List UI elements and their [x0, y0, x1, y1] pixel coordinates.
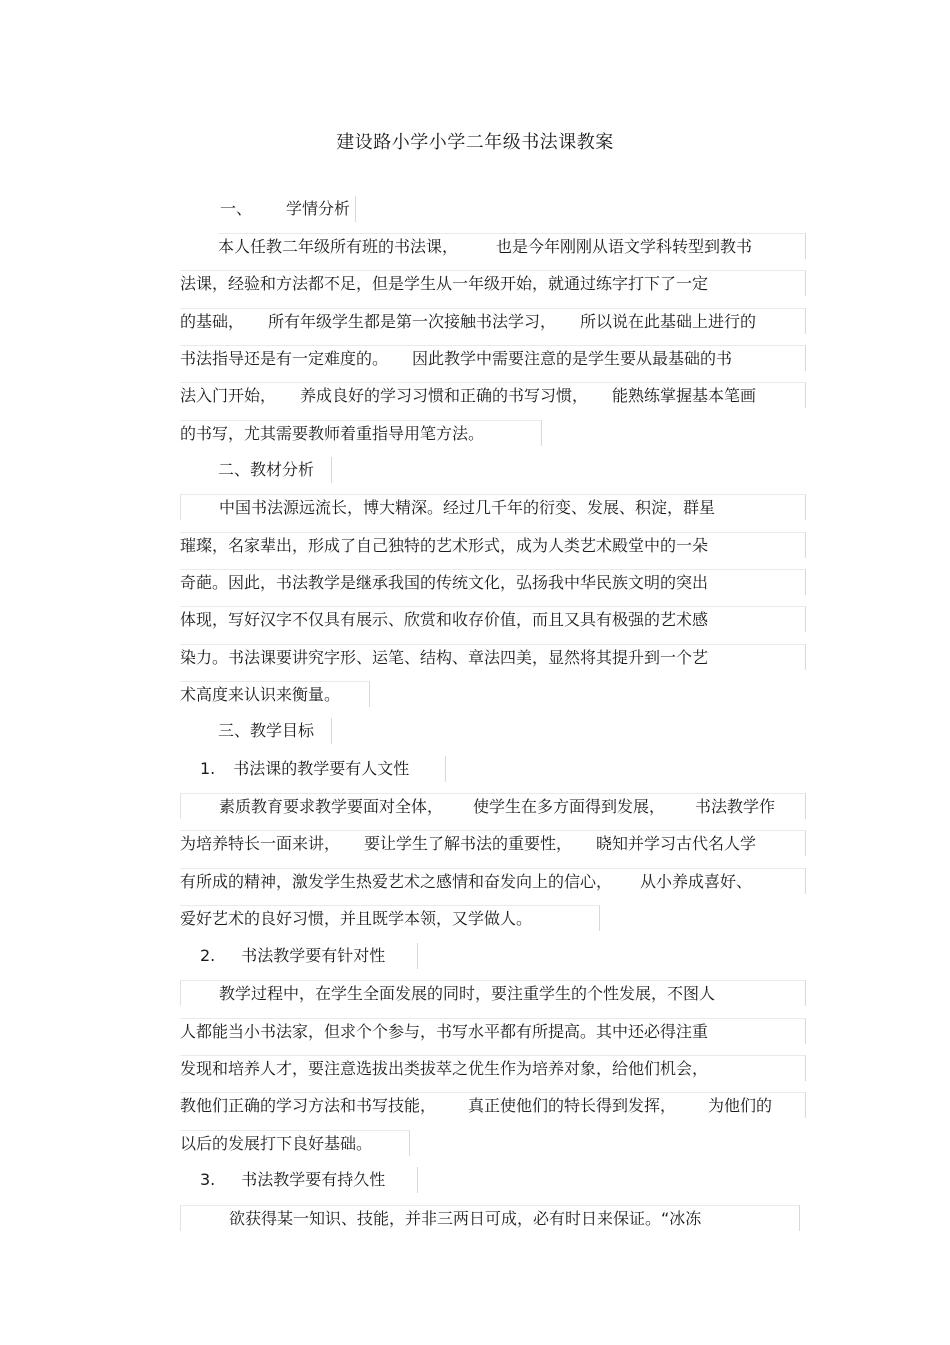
text-segment: 也是今年刚刚从语文学科转型到教书: [496, 237, 753, 256]
objective1-line: [180, 793, 806, 819]
text-segment: 所以说在此基础上进行的: [580, 312, 757, 331]
text-segment: 因此教学中需要注意的是学生要从最基础的书: [412, 349, 733, 368]
text-segment: 书法教学作: [695, 797, 776, 816]
page-title: 建设路小学小学二年级书法课教案: [336, 132, 614, 153]
text-segment: 养成良好的学习习惯和正确的书写习惯，: [300, 386, 589, 405]
section2-line: [180, 569, 806, 595]
objective1-line: [180, 830, 806, 856]
section-heading-3: 三、教学目标: [180, 718, 332, 744]
text-segment: 中国书法源远流长，博大精深。经过几千年的衍变、发展、积淀，群星: [219, 498, 716, 517]
section1-line: [180, 270, 806, 296]
objective2-line: [180, 1092, 806, 1118]
text-segment: 为他们的: [708, 1096, 773, 1115]
section2-line: [180, 532, 806, 558]
text-segment: 为培养特长一面来讲，: [180, 834, 341, 853]
text-segment: 晓知并学习古代名人学: [596, 834, 757, 853]
text-segment: 从小养成喜好、: [640, 872, 753, 891]
text-segment: 的基础，: [180, 312, 245, 331]
text-segment: 以后的发展打下良好基础。: [180, 1134, 373, 1153]
objective3-line: [180, 1205, 800, 1231]
text-segment: 教他们正确的学习方法和书写技能，: [180, 1096, 437, 1115]
text-segment: 有所成的精神，激发学生热爱艺术之感情和奋发向上的信心，: [180, 872, 613, 891]
text-segment: 术高度来认识来衡量。: [180, 685, 341, 704]
objective-heading-2: 2. 书法教学要有针对性: [180, 943, 418, 969]
text-segment: 能熟练掌握基本笔画: [612, 386, 757, 405]
text-segment: 教学过程中，在学生全面发展的同时，要注重学生的个性发展，不图人: [219, 984, 716, 1003]
objective2-line: [180, 1018, 806, 1044]
text-segment: 璀璨，名家辈出，形成了自己独特的艺术形式，成为人类艺术殿堂中的一朵: [180, 536, 709, 555]
text-segment: 人都能当小书法家，但求个个参与，书写水平都有所提高。其中还必得注重: [180, 1022, 709, 1041]
section2-line: [180, 681, 370, 707]
text-segment: 法入门开始，: [180, 386, 277, 405]
section2-line: [180, 494, 806, 520]
text-segment: 奇葩。因此，书法教学是继承我国的传统文化，弘扬我中华民族文明的突出: [180, 573, 709, 592]
text-segment: 的书写，尤其需要教师着重指导用笔方法。: [180, 424, 485, 443]
section1-line: [180, 420, 542, 446]
section2-line: [180, 606, 806, 632]
section1-line: [180, 345, 806, 371]
objective2-line: [180, 1130, 410, 1156]
text-segment: 素质教育要求教学要面对全体，: [219, 797, 444, 816]
text-segment: 使学生在多方面得到发展，: [473, 797, 666, 816]
text-segment: 所有年级学生都是第一次接触书法学习，: [268, 312, 557, 331]
objective-heading-1: 1. 书法课的教学要有人文性: [180, 756, 446, 782]
section2-line: [180, 644, 806, 670]
objective2-line: [180, 1055, 806, 1081]
objective1-line: [180, 905, 600, 931]
text-segment: 欲获得某一知识、技能，并非三两日可成，必有时日来保证。“冰冻: [229, 1209, 702, 1228]
text-segment: 本人任教二年级所有班的书法课，: [218, 237, 459, 256]
section1-line: [218, 233, 806, 259]
text-segment: 发现和培养人才，要注意选拔出类拔萃之优生作为培养对象，给他们机会，: [180, 1059, 709, 1078]
objective1-line: [180, 868, 806, 894]
objective2-line: [180, 980, 806, 1006]
section-heading-1: 一、 学情分析: [220, 196, 356, 222]
section1-line: [180, 382, 806, 408]
text-segment: 要让学生了解书法的重要性，: [364, 834, 573, 853]
text-segment: 真正使他们的特长得到发挥，: [468, 1096, 677, 1115]
text-segment: 法课，经验和方法都不足，但是学生从一年级开始，就通过练字打下了一定: [180, 274, 709, 293]
text-segment: 染力。书法课要讲究字形、运笔、结构、章法四美，显然将其提升到一个艺: [180, 648, 709, 667]
text-segment: 书法指导还是有一定难度的。: [180, 349, 389, 368]
section1-line: [180, 308, 806, 334]
section-heading-2: 二、教材分析: [180, 457, 332, 483]
text-segment: 爱好艺术的良好习惯，并且既学本领，又学做人。: [180, 909, 533, 928]
objective-heading-3: 3. 书法教学要有持久性: [180, 1167, 418, 1193]
text-segment: 体现，写好汉字不仅具有展示、欣赏和收存价值，而且又具有极强的艺术感: [180, 610, 709, 629]
